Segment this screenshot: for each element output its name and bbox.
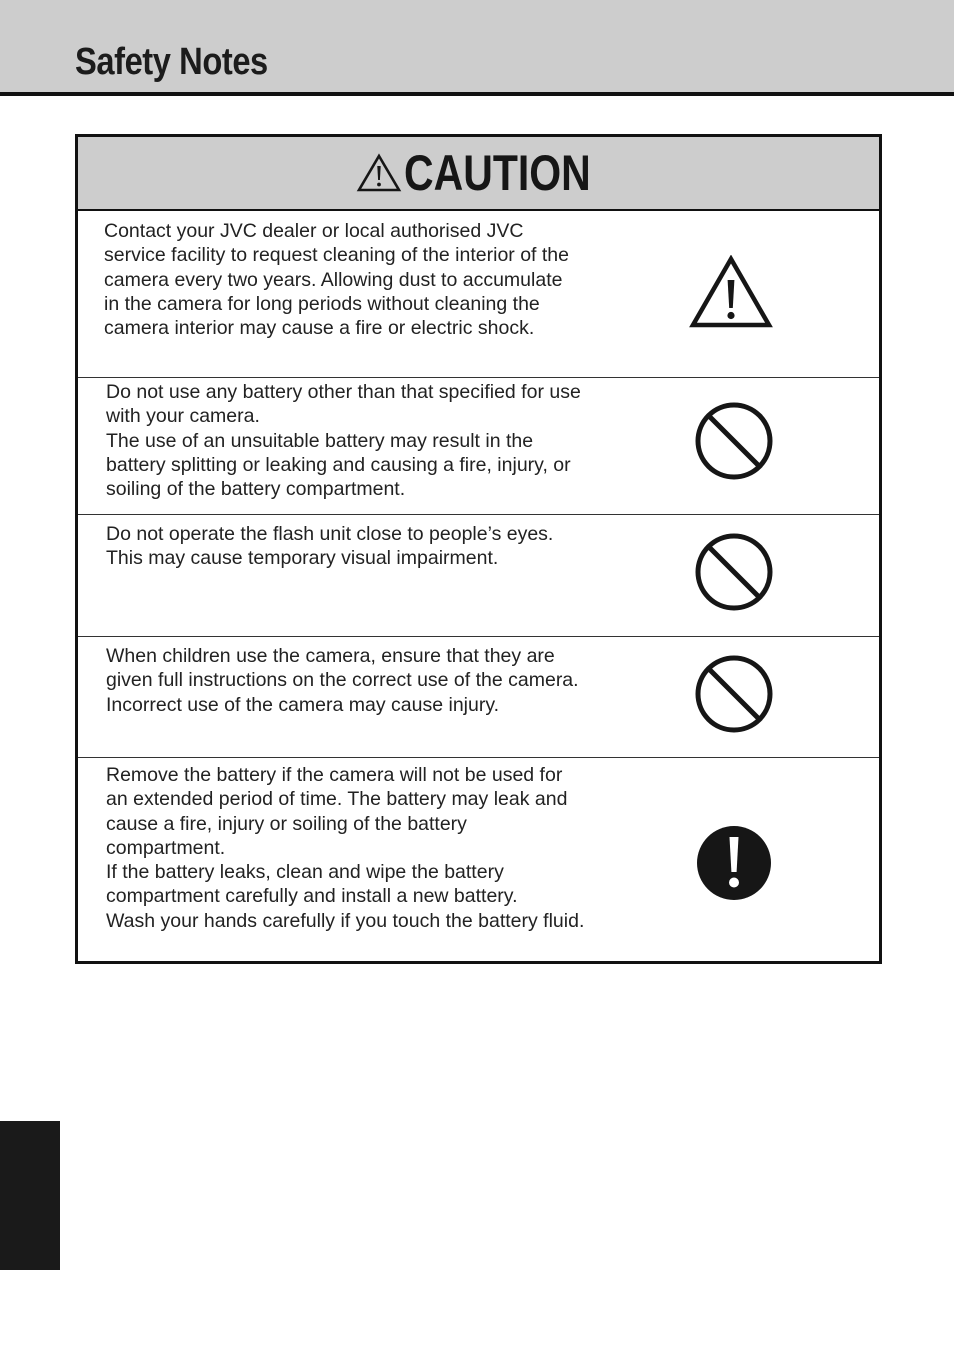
caution-note [78,211,879,377]
warning-triangle-icon [356,153,402,193]
mandatory-action-icon [696,825,772,901]
caution-header [78,137,879,211]
caution-title-group [78,137,879,209]
header-band [0,0,954,96]
note-paragraph: Wash your hands carefully if you touch the battery fluid. [106,909,585,932]
caution-note [78,377,879,514]
note-paragraph: This may cause temporary visual impairment. [106,547,499,570]
note-text [106,644,586,717]
note-paragraph: Contact your JVC dealer or local authorised JVC service facility to request cleaning of the interior of the camera every two years. Allowing dust to accumulate in the camera for long periods without cleaning the camera interior may cause a fire or electric shock. [104,220,569,340]
caution-title: CAUTION [403,145,591,201]
note-paragraph: Incorrect use of the camera may cause injury. [106,693,500,716]
caution-note [78,636,879,757]
note-text [106,522,586,571]
prohibition-icon [694,532,774,612]
note-paragraph: When children use the camera, ensure that they are given full instructions on the correct use of the camera. [106,645,579,692]
caution-note [78,514,879,636]
note-text [106,380,586,501]
note-paragraph: Remove the battery if the camera will not be used for an extended period of time. The battery may leak and cause a fire, injury or soiling of the battery compartment. [106,764,568,859]
note-paragraph: The use of an unsuitable battery may result in the battery splitting or leaking and causing a fire, injury, or soiling of the battery compartment. [106,429,571,501]
note-paragraph: Do not use any battery other than that specified for use with your camera. [106,381,581,428]
note-paragraph: Do not operate the flash unit close to people’s eyes. [106,523,554,545]
prohibition-icon [694,654,774,734]
note-text [106,763,586,933]
note-paragraph: If the battery leaks, clean and wipe the battery compartment carefully and install a new battery. [106,861,518,908]
prohibition-icon [694,401,774,481]
warning-triangle-icon [689,255,773,329]
side-tab-marker [0,1121,60,1270]
caution-note [78,757,879,961]
caution-box [75,134,882,964]
page-title: Safety Notes [75,41,268,83]
note-text [104,219,574,340]
